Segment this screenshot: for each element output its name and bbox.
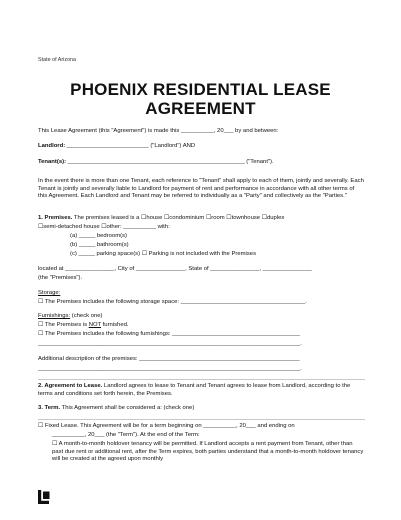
landlord-blank: _________________________ ("Landlord") AND — [65, 143, 196, 149]
section-divider — [38, 419, 365, 420]
premises-bedrooms: (a) _____ bedroom(s) — [70, 233, 127, 239]
agreement-paragraph — [38, 383, 365, 398]
additional-description: Additional description of the premises: _________________________________________________ — [38, 356, 300, 362]
intro-made-this: This Lease Agreement (this "Agreement") is made this __________, 20___ by and between: — [38, 128, 279, 134]
storage-line: ☐ The Premises includes the following storage space: ______________________________________. — [38, 299, 307, 305]
agreement-text: Landlord agrees to lease to Tenant and Tenant agrees to lease from Landlord, according to the terms and conditions set forth herein, the Premises. — [38, 383, 351, 397]
furnishings-heading — [38, 313, 365, 321]
not-furnished-suffix: furnished. — [101, 322, 129, 328]
tenant-label: Tenant(s): — [38, 159, 67, 165]
premises-types: The premises leased is a ☐house ☐condominium ☐room ☐townhouse ☐duplex — [72, 215, 285, 221]
not-furnished-text: ☐ The Premises is — [38, 322, 89, 328]
premises-located-suffix: (the "Premises"). — [38, 275, 83, 281]
furnishings-note: (check one) — [70, 313, 103, 319]
furnishings-option: ☐ The Premises includes the following furnishings: _______________________________________ — [38, 331, 300, 337]
brand-logo-icon — [38, 490, 50, 504]
document-title-line1: PHOENIX RESIDENTIAL LEASE — [70, 80, 331, 99]
landlord-label: Landlord: — [38, 143, 66, 149]
fixed-lease-line1: ☐ Fixed Lease. This Agreement will be for a term beginning on __________, 20___ and ending on — [38, 423, 295, 429]
tenant-blank: ______________________________________________________ ("Tenant"). — [66, 159, 274, 165]
storage-label: Storage: — [38, 290, 61, 296]
tenant-line — [38, 159, 365, 167]
state-label: State of Arizona — [38, 57, 77, 63]
term-heading: 3. Term. — [38, 405, 61, 411]
additional-blank-line: ________________________________________________________________________________. — [38, 366, 302, 372]
document-title-line2: AGREEMENT — [145, 99, 256, 118]
premises-bathrooms: (b) _____ bathroom(s) — [70, 242, 129, 248]
furnishings-label: Furnishings: — [38, 313, 71, 319]
not-word: NOT — [88, 322, 102, 328]
agreement-heading: 2. Agreement to Lease. — [38, 383, 103, 389]
term-line — [38, 405, 365, 413]
term-text: This Agreement shall be considered a: (check one) — [60, 405, 195, 411]
premises-located: located at _______________, City of _______________, State of _______________, _______________ — [38, 266, 312, 272]
multi-tenant-paragraph: In the event there is more than one Tenant, each reference to "Tenant" shall apply to each of them, jointly and severally. Each Tenant is jointly and severally liable to Landlord for payment of rent and performance in accordance with all other terms of this Agreement. Each Landlord and Tenant may be referred to individually as a "Party" and collectively as the "Parties." — [38, 178, 364, 200]
landlord-line — [38, 143, 365, 151]
premises-line2: ☐semi-detached house ☐other: __________ with: — [38, 224, 170, 230]
premises-line1 — [38, 215, 365, 223]
fixed-lease-line2: __________, 20___ (the "Term"). At the end of the Term: — [52, 432, 200, 438]
furnishings-blank-line: ________________________________________________________________________________. — [38, 341, 302, 347]
premises-parking: (c) _____ parking space(s) ☐ Parking is not included with the Premises — [70, 251, 257, 257]
premises-heading: 1. Premises. — [38, 215, 73, 221]
not-furnished-option — [38, 322, 365, 330]
holdover-paragraph: ☐ A month-to-month holdover tenancy will be permitted. If Landlord accepts a rent payment from Tenant, other than past due rent or additional rent, after the Term expires, both parties understand that a month-to-month holdover tenancy will be created at the agreed upon monthly — [52, 441, 364, 463]
section-divider — [38, 379, 365, 380]
